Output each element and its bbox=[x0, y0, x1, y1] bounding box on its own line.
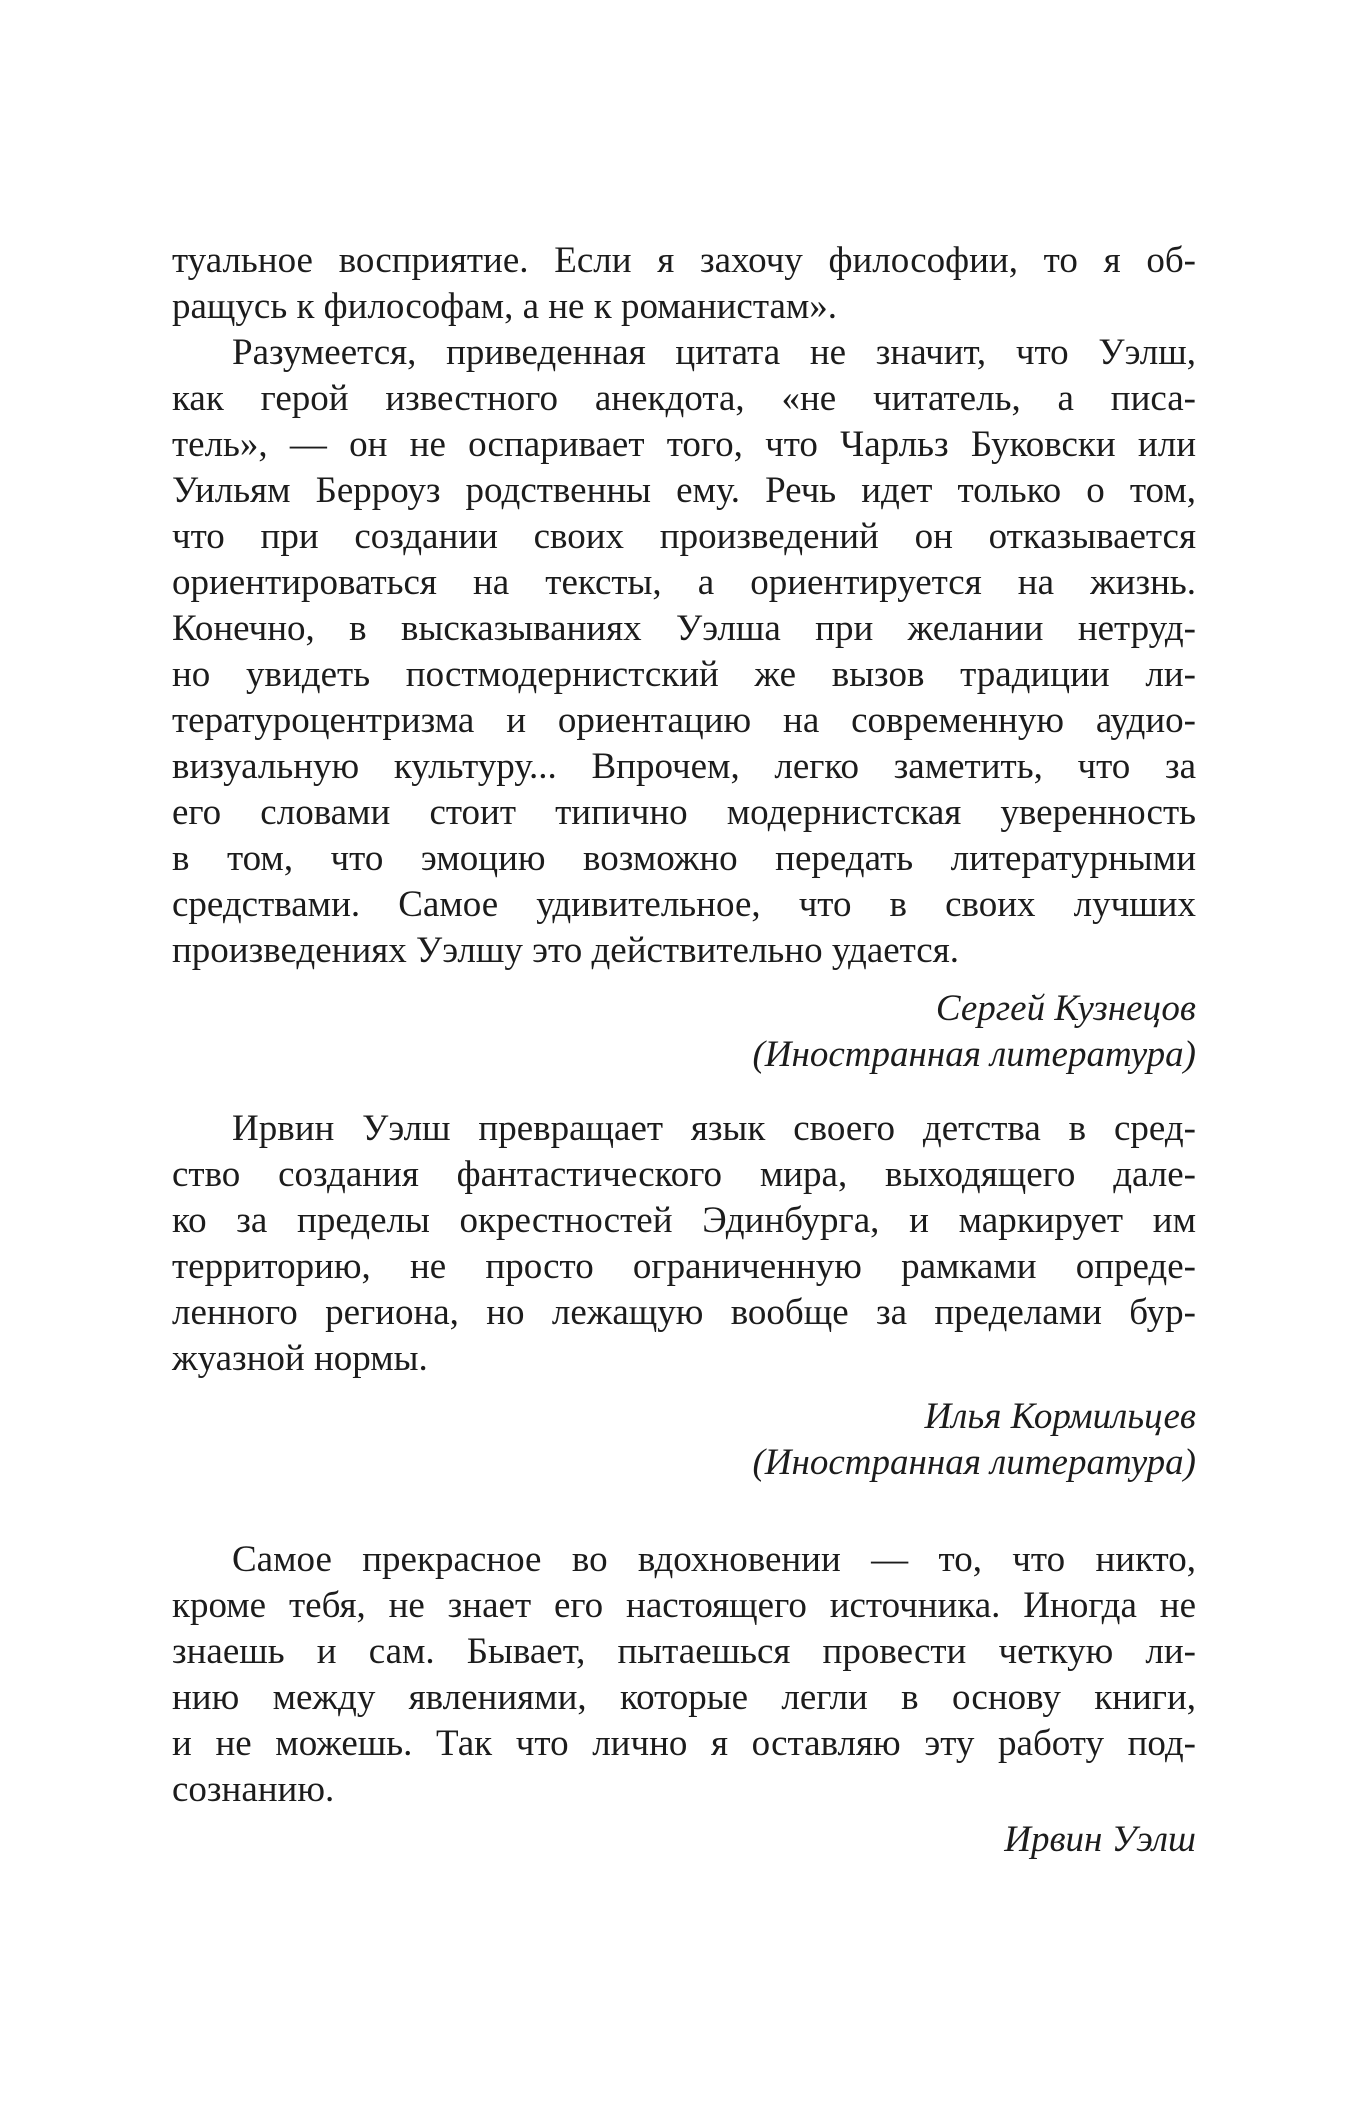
quote-source: (Иностранная литература) bbox=[752, 1034, 1196, 1075]
text-line: ленного региона, но лежащую вообще за пределами бур- bbox=[172, 1292, 1196, 1333]
text-line: Уильям Берроуз родственны ему. Речь идет только о том, bbox=[172, 470, 1196, 511]
text-line: как герой известного анекдота, «не читатель, а писа- bbox=[172, 378, 1196, 419]
text-line: средствами. Самое удивительное, что в своих лучших bbox=[172, 884, 1196, 925]
text-line: и не можешь. Так что лично я оставляю эту работу под- bbox=[172, 1723, 1196, 1764]
text-line: что при создании своих произведений он отказывается bbox=[172, 516, 1196, 557]
text-line: сознанию. bbox=[172, 1769, 335, 1810]
quote-author: Ирвин Уэлш bbox=[1004, 1819, 1196, 1860]
quote-welsh bbox=[172, 1537, 1196, 1863]
text-line: нию между явлениями, которые легли в основу книги, bbox=[172, 1677, 1196, 1718]
text-line: визуальную культуру... Впрочем, легко заметить, что за bbox=[172, 746, 1196, 787]
quote-source: (Иностранная литература) bbox=[752, 1442, 1196, 1483]
text-line: Конечно, в высказываниях Уэлша при желании нетруд- bbox=[172, 608, 1196, 649]
text-line: Ирвин Уэлш превращает язык своего детства в сред- bbox=[232, 1108, 1196, 1149]
text-line: территорию, не просто ограниченную рамками опреде- bbox=[172, 1246, 1196, 1287]
text-line: ко за пределы окрестностей Эдинбурга, и маркирует им bbox=[172, 1200, 1196, 1241]
text-line: ращусь к философам, а не к романистам». bbox=[172, 286, 838, 327]
text-line: произведениях Уэлшу это действительно удается. bbox=[172, 930, 959, 971]
text-line: Разумеется, приведенная цитата не значит, что Уэлш, bbox=[232, 332, 1196, 373]
text-line: его словами стоит типично модернистская уверенность bbox=[172, 792, 1196, 833]
quote-kuznetsov bbox=[172, 238, 1196, 1078]
text-line: тель», — он не оспаривает того, что Чарльз Буковски или bbox=[172, 424, 1196, 465]
text-line: знаешь и сам. Бывает, пытаешься провести четкую ли- bbox=[172, 1631, 1196, 1672]
text-line: ство создания фантастического мира, выходящего дале- bbox=[172, 1154, 1196, 1195]
text-line: ориентироваться на тексты, а ориентируется на жизнь. bbox=[172, 562, 1196, 603]
text-line: Самое прекрасное во вдохновении — то, что никто, bbox=[232, 1539, 1196, 1580]
text-line: туальное восприятие. Если я захочу философии, то я об- bbox=[172, 240, 1196, 281]
quote-author: Сергей Кузнецов bbox=[935, 988, 1196, 1029]
text-line: жуазной нормы. bbox=[172, 1338, 428, 1379]
text-line: в том, что эмоцию возможно передать литературными bbox=[172, 838, 1196, 879]
text-line: но увидеть постмодернистский же вызов традиции ли- bbox=[172, 654, 1196, 695]
text-line: кроме тебя, не знает его настоящего источника. Иногда не bbox=[172, 1585, 1196, 1626]
quote-kormiltsev bbox=[172, 1106, 1196, 1486]
text-line: тературоцентризма и ориентацию на современную аудио- bbox=[172, 700, 1196, 741]
quote-author: Илья Кормильцев bbox=[924, 1396, 1196, 1437]
